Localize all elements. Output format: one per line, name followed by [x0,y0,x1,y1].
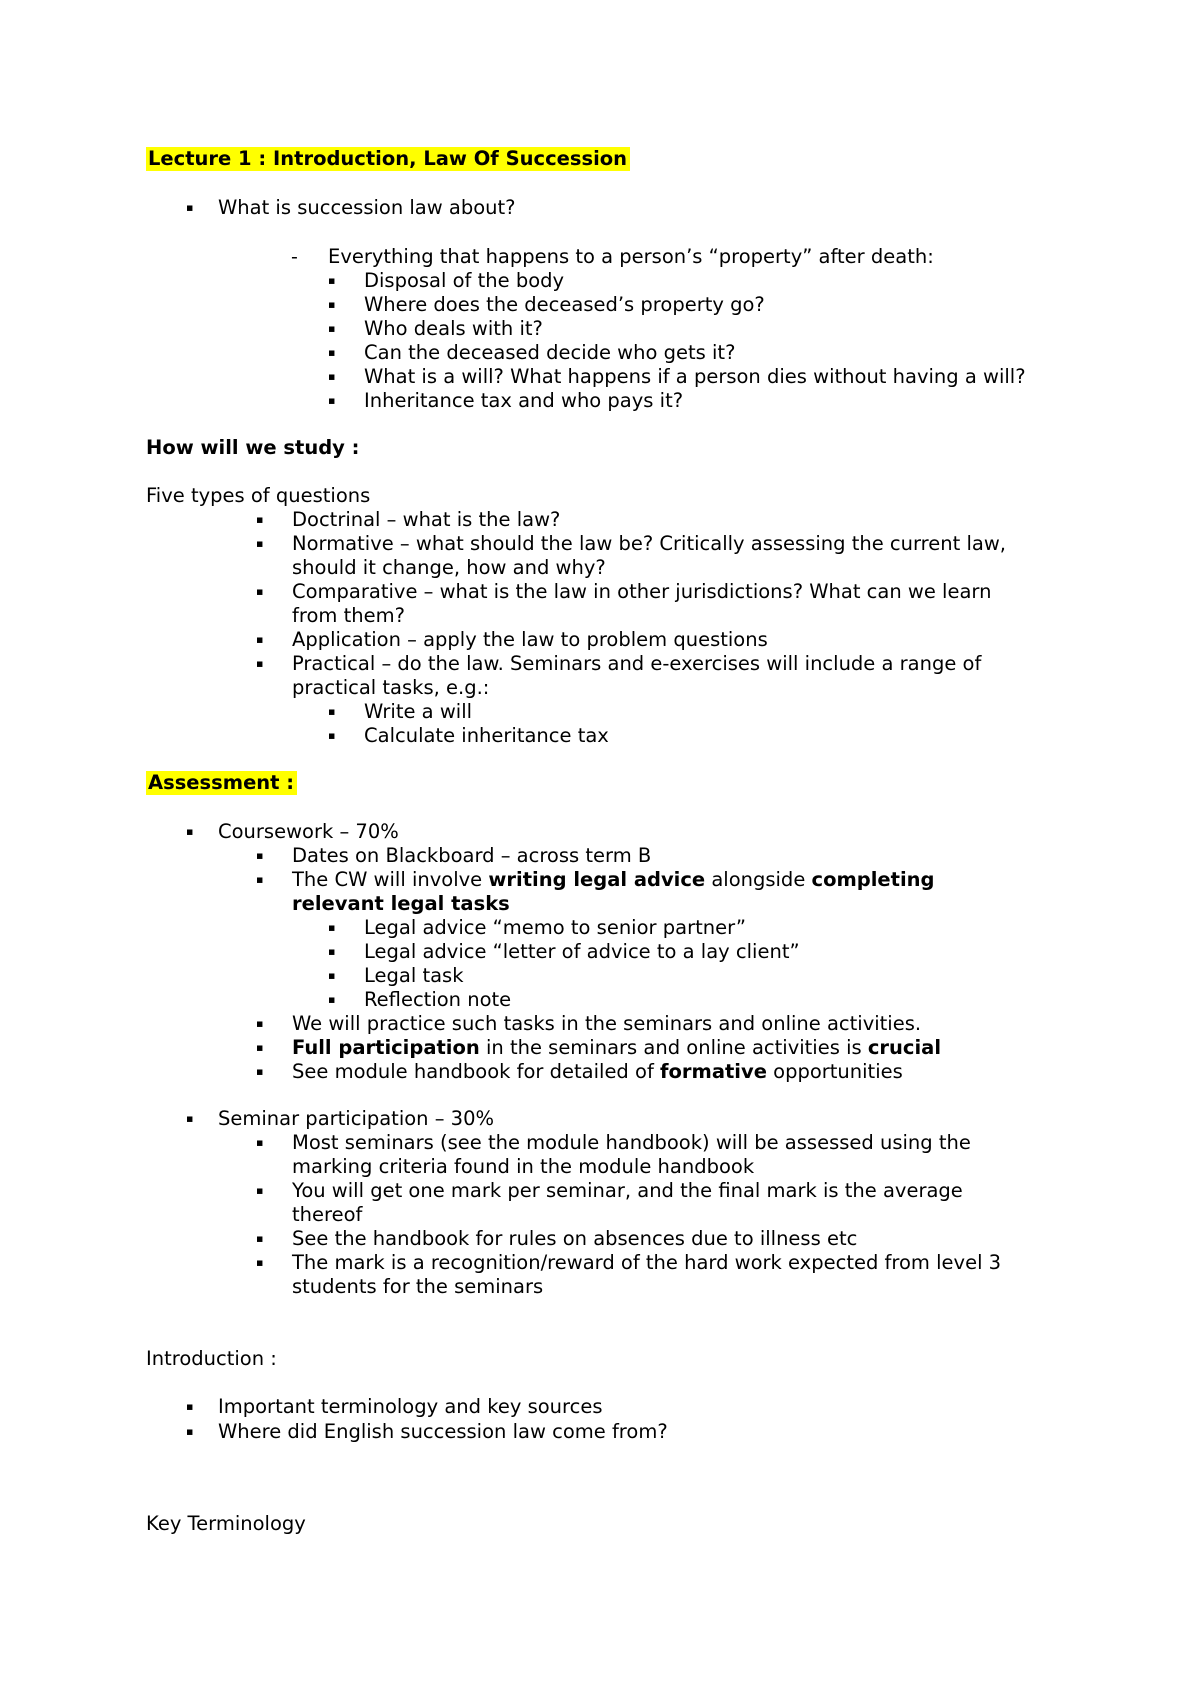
list-item: Normative – what should the law be? Critically assessing the current law, [292,532,1006,555]
handbook-formative-line: See module handbook for detailed of formative opportunities [292,1060,903,1083]
list-item-continued: students for the seminars [292,1275,544,1298]
bullet: ▪ [328,274,336,287]
list-item-continued: marking criteria found in the module handbook [292,1155,755,1178]
bullet: ▪ [328,346,336,359]
cw-involve-line: The CW will involve writing legal advice alongside completing [292,868,935,891]
list-item: Write a will [364,700,473,723]
list-item: Practical – do the law. Seminars and e-exercises will include a range of [292,652,982,675]
bullet: ▪ [256,513,264,526]
bullet: ▪ [256,1065,264,1078]
how-heading: How will we study : [146,436,360,459]
list-item: Where does the deceased’s property go? [364,293,765,316]
bullet: ▪ [186,1112,194,1125]
list-item: Comparative – what is the law in other jurisdictions? What can we learn [292,580,992,603]
list-item: Legal advice “memo to senior partner” [364,916,747,939]
bullet: ▪ [256,849,264,862]
list-item: Disposal of the body [364,269,565,292]
bullet: ▪ [328,322,336,335]
bullet: ▪ [256,873,264,886]
list-item: Where did English succession law come from? [218,1420,668,1443]
list-item-continued: from them? [292,604,405,627]
bullet: ▪ [256,633,264,646]
bullet: ▪ [328,370,336,383]
bullet: ▪ [328,969,336,982]
bullet: ▪ [328,298,336,311]
list-item: Who deals with it? [364,317,543,340]
list-item: Legal task [364,964,464,987]
bullet: ▪ [186,1400,194,1413]
question-what: What is succession law about? [218,196,516,219]
lecture-heading: Lecture 1 : Introduction, Law Of Succession [146,147,630,171]
dash-marker: - [291,246,298,268]
list-item: Legal advice “letter of advice to a lay client” [364,940,800,963]
bullet: ▪ [186,1425,194,1438]
bullet: ▪ [328,921,336,934]
list-item: Application – apply the law to problem questions [292,628,768,651]
bullet: ▪ [186,201,194,214]
bullet: ▪ [256,537,264,550]
list-item-continued: practical tasks, e.g.: [292,676,490,699]
introduction-heading: Introduction : [146,1347,277,1370]
list-item: Inheritance tax and who pays it? [364,389,684,412]
cw-involve-continued: relevant legal tasks [292,892,510,915]
bullet: ▪ [256,657,264,670]
bullet: ▪ [256,1017,264,1030]
bullet: ▪ [328,945,336,958]
list-item: Calculate inheritance tax [364,724,609,747]
list-item: You will get one mark per seminar, and the final mark is the average [292,1179,963,1202]
key-terminology-heading: Key Terminology [146,1512,306,1535]
bullet: ▪ [256,1041,264,1054]
everything-line: Everything that happens to a person’s “property” after death: [328,245,934,268]
bullet: ▪ [256,585,264,598]
bullet: ▪ [328,729,336,742]
bullet: ▪ [328,993,336,1006]
list-item-continued: should it change, how and why? [292,556,606,579]
list-item: The mark is a recognition/reward of the hard work expected from level 3 [292,1251,1002,1274]
bullet: ▪ [328,394,336,407]
five-types-line: Five types of questions [146,484,371,507]
list-item: Important terminology and key sources [218,1395,603,1418]
list-item-continued: thereof [292,1203,363,1226]
seminar-title: Seminar participation – 30% [218,1107,495,1130]
list-item: Reflection note [364,988,512,1011]
list-item: Doctrinal – what is the law? [292,508,561,531]
bullet: ▪ [256,1256,264,1269]
list-item: See the handbook for rules on absences due to illness etc [292,1227,858,1250]
list-item: Can the deceased decide who gets it? [364,341,736,364]
list-item: What is a will? What happens if a person dies without having a will? [364,365,1026,388]
bullet: ▪ [328,705,336,718]
coursework-title: Coursework – 70% [218,820,399,843]
bullet: ▪ [186,825,194,838]
bullet: ▪ [256,1232,264,1245]
bullet: ▪ [256,1184,264,1197]
full-participation-line: Full participation in the seminars and online activities is crucial [292,1036,942,1059]
list-item: We will practice such tasks in the seminars and online activities. [292,1012,922,1035]
bullet: ▪ [256,1136,264,1149]
assessment-heading: Assessment : [146,771,297,795]
list-item: Most seminars (see the module handbook) will be assessed using the [292,1131,971,1154]
list-item: Dates on Blackboard – across term B [292,844,652,867]
